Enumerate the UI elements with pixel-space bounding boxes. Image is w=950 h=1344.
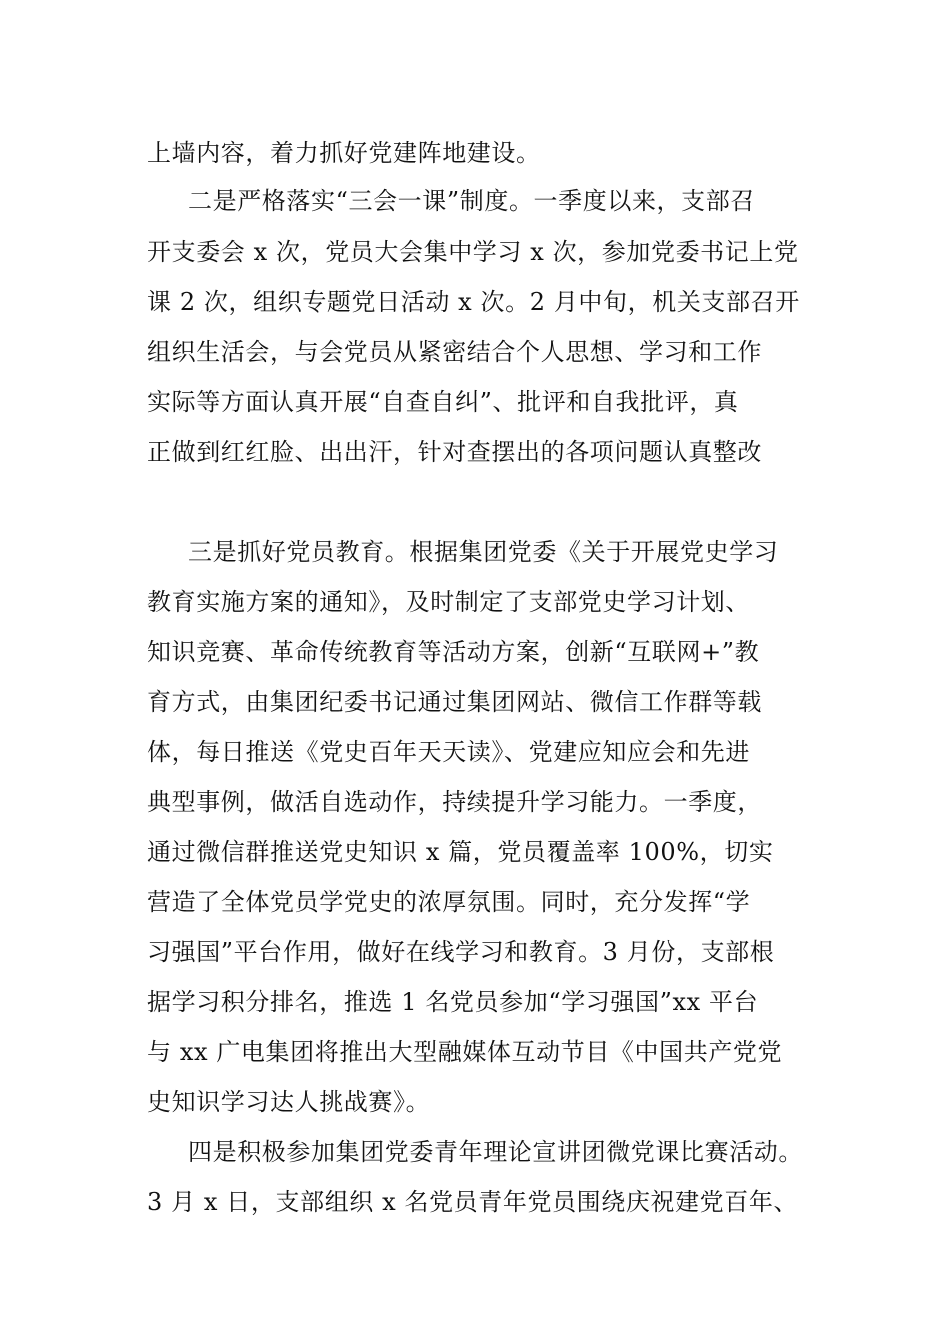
paragraph-line: 二是严格落实“三会一课”制度。一季度以来，支部召 bbox=[188, 187, 755, 215]
text-line: 3 月 x 日，支部组织 x 名党员青年党员围绕庆祝建党百年、 bbox=[147, 1188, 799, 1216]
text-line: 典型事例，做活自选动作，持续提升学习能力。一季度， bbox=[147, 788, 762, 816]
text-line: 开支委会 x 次，党员大会集中学习 x 次，参加党委书记上党 bbox=[147, 238, 799, 266]
text-line: 上墙内容，着力抓好党建阵地建设。 bbox=[147, 139, 541, 167]
text-line: 知识竞赛、革命传统教育等活动方案，创新“互联网+”教 bbox=[147, 638, 760, 666]
text-line: 营造了全体党员学党史的浓厚氛围。同时，充分发挥“学 bbox=[147, 888, 751, 916]
text-line: 据学习积分排名，推选 1 名党员参加“学习强国”xx 平台 bbox=[147, 988, 759, 1016]
paragraph-line: 三是抓好党员教育。根据集团党委《关于开展党史学习 bbox=[188, 538, 779, 566]
paragraph-line: 四是积极参加集团党委青年理论宣讲团微党课比赛活动。 bbox=[188, 1138, 803, 1166]
text-line: 实际等方面认真开展“自查自纠”、批评和自我批评，真 bbox=[147, 388, 739, 416]
text-line: 与 xx 广电集团将推出大型融媒体互动节目《中国共产党党 bbox=[147, 1038, 783, 1066]
text-line: 通过微信群推送党史知识 x 篇，党员覆盖率 100%，切实 bbox=[147, 838, 774, 866]
text-line: 正做到红红脸、出出汗，针对查摆出的各项问题认真整改 bbox=[147, 438, 762, 466]
text-line: 育方式，由集团纪委书记通过集团网站、微信工作群等载 bbox=[147, 688, 762, 716]
text-line: 史知识学习达人挑战赛》。 bbox=[147, 1088, 431, 1116]
text-line: 课 2 次，组织专题党日活动 x 次。2 月中旬，机关支部召开 bbox=[147, 288, 800, 316]
text-line: 组织生活会，与会党员从紧密结合个人思想、学习和工作 bbox=[147, 338, 762, 366]
text-line: 教育实施方案的通知》，及时制定了支部党史学习计划、 bbox=[147, 588, 750, 616]
text-line: 习强国”平台作用，做好在线学习和教育。3 月份，支部根 bbox=[147, 938, 775, 966]
text-line: 体，每日推送《党史百年天天读》、党建应知应会和先进 bbox=[147, 738, 750, 766]
